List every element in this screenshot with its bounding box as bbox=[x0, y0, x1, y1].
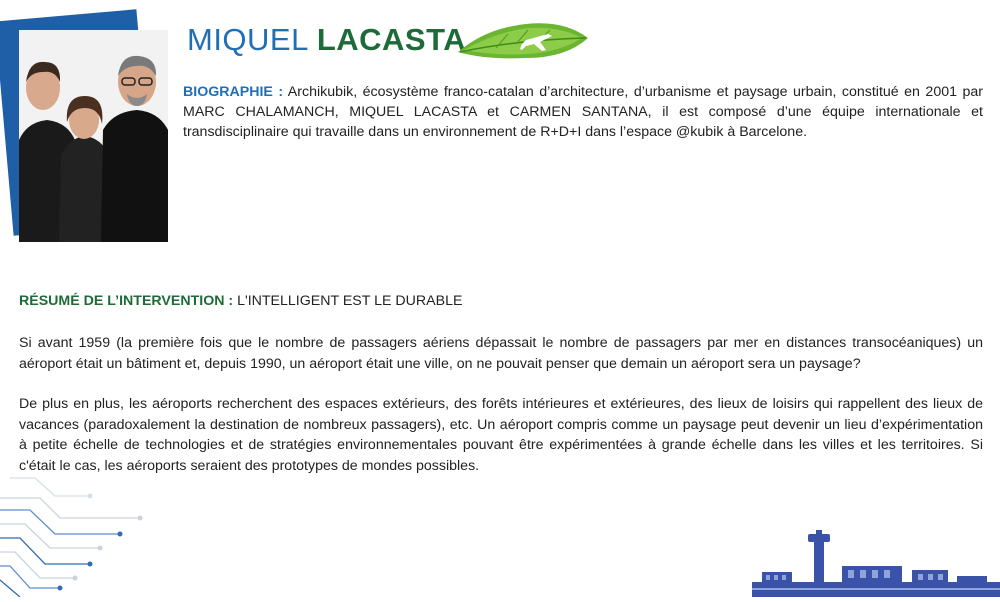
team-photo bbox=[19, 30, 168, 242]
biography-text: Archikubik, écosystème franco-catalan d’architecture, d’urbanisme et paysage urbain, constitué en 2001 par MARC CHALAMANCH, MIQUEL LACASTA et CARMEN SANTANA, il est composé d’une équipe internationale et transdisciplinaire qui travaille dans un environnement de R+D+I dans l’espace @kubik à Barcelone. bbox=[183, 84, 983, 140]
resume-heading bbox=[19, 293, 919, 309]
biography-label: BIOGRAPHIE : bbox=[183, 84, 284, 100]
biography-paragraph bbox=[183, 82, 983, 142]
speaker-last-name: LACASTA bbox=[316, 22, 467, 57]
leaf-airplane-icon bbox=[456, 18, 590, 67]
resume-title: L'INTELLIGENT EST LE DURABLE bbox=[237, 293, 463, 309]
circuit-decoration bbox=[0, 468, 150, 602]
resume-paragraph-2: De plus en plus, les aéroports recherchent des espaces extérieurs, des forêts intérieures et extérieures, des lieux de loisirs qui rappellent des lieux de vacances (paradoxalement la destination de nombreux passagers), etc. Un aéroport compris comme un paysage peut devenir un lieu d’expérimentation à petite échelle de technologies et de stratégies environnementales pouvant être expérimentées à grande échelle dans les villes et les territoires. Si c'était le cas, les aéroports seraient des prototypes de mondes possibles. bbox=[19, 396, 983, 474]
airport-skyline-decoration bbox=[752, 530, 1000, 602]
speaker-name bbox=[187, 22, 466, 58]
resume-label: RÉSUMÉ DE L’INTERVENTION : bbox=[19, 293, 234, 309]
resume-paragraph-1: Si avant 1959 (la première fois que le nombre de passagers aériens dépassait le nombre de passagers par mer en distances transocéaniques) un aéroport était un bâtiment et, depuis 1990, un aéroport était une ville, on ne pouvait penser que demain un aéroport sera un paysage? bbox=[19, 335, 983, 372]
speaker-first-name: MIQUEL bbox=[187, 22, 308, 57]
